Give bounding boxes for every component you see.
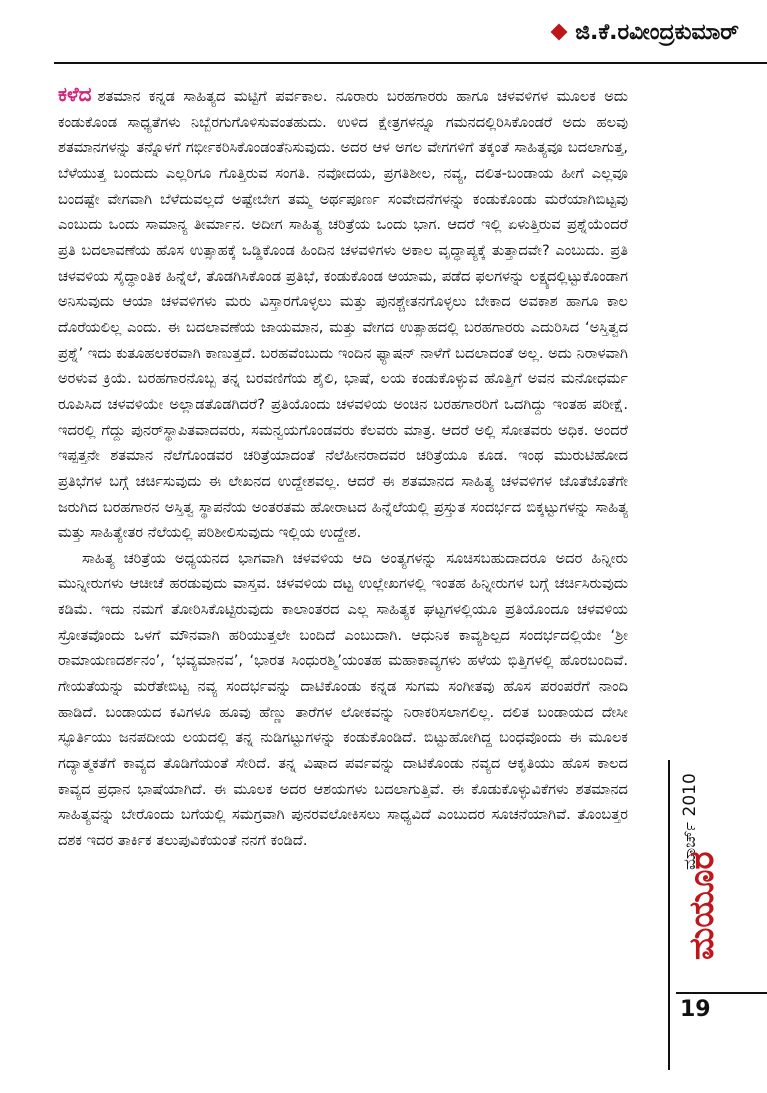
page-number-rule <box>676 992 767 994</box>
author-name: ಜಿ.ಕೆ.ರವೀಂದ್ರಕುಮಾರ್ <box>575 19 739 45</box>
article-paragraph-1 <box>58 82 628 546</box>
header-rule <box>54 62 767 64</box>
paragraph-1-text: ಶತಮಾನ ಕನ್ನಡ ಸಾಹಿತ್ಯದ ಮಟ್ಟಿಗೆ ಪರ್ವಕಾಲ. ನೂರಾರು ಬರಹಗಾರರು ಹಾಗೂ ಚಳವಳಿಗಳ ಮೂಲಕ ಅದು ಕಂಡುಕೊಂಡ ಸಾಧ್ಯತೆಗಳು ನಿಬ್ಬೆರಗುಗೊಳಿಸುವಂತಹುದು. ಉಳಿದ ಕ್ಷೇತ್ರಗಳನ್ನೂ ಗಮನದಲ್ಲಿರಿಸಿಕೊಂಡರೆ ಅದು ಹಲವು ಶತಮಾನಗಳನ್ನು ತನ್ನೊಳಗೆ ಗರ್ಭೀಕರಿಸಿಕೊಂಡಂತೆನಿಸುವುದು. ಅದರ ಆಳ ಅಗಲ ವೇಗಗಳಿಗೆ ತಕ್ಕಂತೆ ಸಾಹಿತ್ಯವೂ ಬದಲಾಗುತ್ತ, ಬೆಳೆಯುತ್ತ ಬಂದುದು ಎಲ್ಲರಿಗೂ ಗೊತ್ತಿರುವ ಸಂಗತಿ. ನವೋದಯ, ಪ್ರಗತಿಶೀಲ, ನವ್ಯ, ದಲಿತ-ಬಂಡಾಯ ಹೀಗೆ ಎಲ್ಲವೂ ಬಂದಷ್ಟೇ ವೇಗವಾಗಿ ಬೆಳೆದುವಲ್ಲದೆ ಅಷ್ಟೇಬೇಗ ತಮ್ಮ ಅರ್ಥಪೂರ್ಣ ಸಂವೇದನೆಗಳನ್ನು ಕಂಡುಕೊಂಡು ಮರೆಯಾಗಿಬಿಟ್ಟವು ಎಂಬುದು ಒಂದು ಸಾಮಾನ್ಯ ತೀರ್ಮಾನ. ಅದೀಗ ಸಾಹಿತ್ಯ ಚರಿತ್ರೆಯ ಒಂದು ಭಾಗ. ಆದರೆ ಇಲ್ಲಿ ಏಳುತ್ತಿರುವ ಪ್ರಶ್ನೆಯೆಂದರೆ ಪ್ರತಿ ಬದಲಾವಣೆಯ ಹೊಸ ಉತ್ಸಾಹಕ್ಕೆ ಒಡ್ಡಿಕೊಂಡ ಹಿಂದಿನ ಚಳವಳಿಗಳು ಅಕಾಲ ವೃದ್ಧಾಪ್ಯಕ್ಕೆ ತುತ್ತಾದವೇ? ಎಂಬುದು. ಪ್ರತಿ ಚಳವಳಿಯ ಸೈದ್ಧಾಂತಿಕ ಹಿನ್ನೆಲೆ, ತೊಡಗಿಸಿಕೊಂಡ ಪ್ರತಿಭೆ, ಕಂಡುಕೊಂಡ ಆಯಾಮ, ಪಡೆದ ಫಲಗಳನ್ನು ಲಕ್ಷ್ಯದಲ್ಲಿಟ್ಟುಕೊಂಡಾಗ ಅನಿಸುವುದು ಆಯಾ ಚಳವಳಿಗಳು ಮರು ವಿಸ್ತಾರಗೊಳ್ಳಲು ಮತ್ತು ಪುನಶ್ಚೇತನಗೊಳ್ಳಲು ಬೇಕಾದ ಅವಕಾಶ ಹಾಗೂ ಕಾಲ ದೊರೆಯಲಿಲ್ಲ ಎಂದು. ಈ ಬದಲಾವಣೆಯ ಜಾಯಮಾನ, ಮತ್ತು ವೇಗದ ಉತ್ಸಾಹದಲ್ಲಿ ಬರಹಗಾರರು ಎದುರಿಸಿದ ‘ಅಸ್ತಿತ್ವದ ಪ್ರಶ್ನೆ’ ಇದು ಕುತೂಹಲಕರವಾಗಿ ಕಾಣುತ್ತದೆ. ಬರಹವೆಂಬುದು ಇಂದಿನ ಫ್ಯಾಷನ್ ನಾಳೆಗೆ ಬದಲಾದಂತೆ ಅಲ್ಲ. ಅದು ನಿರಾಳವಾಗಿ ಅರಳುವ ಕ್ರಿಯೆ. ಬರಹಗಾರನೊಬ್ಬ ತನ್ನ ಬರವಣಿಗೆಯ ಶೈಲಿ, ಭಾಷೆ, ಲಯ ಕಂಡುಕೊಳ್ಳುವ ಹೊತ್ತಿಗೆ ಅವನ ಮನೋಧರ್ಮ ರೂಪಿಸಿದ ಚಳವಳಿಯೇ ಅಲ್ಲಾಡತೊಡಗಿದರೆ? ಪ್ರತಿಯೊಂದು ಚಳವಳಿಯ ಅಂಚಿನ ಬರಹಗಾರರಿಗೆ ಒದಗಿದ್ದು ಇಂತಹ ಪರೀಕ್ಷೆ. ಇದರಲ್ಲಿ ಗೆದ್ದು ಪುನರ್‌ಸ್ಥಾಪಿತವಾದವರು, ಸಮನ್ವಯಗೊಂಡವರು ಕೆಲವರು ಮಾತ್ರ. ಆದರೆ ಅಲ್ಲಿ ಸೋತವರು ಅಧಿಕ. ಅಂದರೆ ಇಪ್ಪತ್ತನೇ ಶತಮಾನ ನೆಲೆಗೊಂಡವರ ಚರಿತ್ರೆಯಾದಂತೆ ನೆಲೆಹೀನರಾದವರ ಚರಿತ್ರೆಯೂ ಕೂಡ. ಇಂಥ ಮುರುಟಿಹೋದ ಪ್ರತಿಭೆಗಳ ಬಗ್ಗೆ ಚರ್ಚಿಸುವುದು ಈ ಲೇಖನದ ಉದ್ದೇಶವಲ್ಲ. ಆದರೆ ಈ ಶತಮಾನದ ಸಾಹಿತ್ಯ ಚಳವಳಿಗಳ ಜೊತೆಜೊತೆಗೇ ಜರುಗಿದ ಬರಹಗಾರನ ಅಸ್ತಿತ್ವ ಸ್ಥಾಪನೆಯ ಅಂತರತಮ ಹೋರಾಟದ ಹಿನ್ನೆಲೆಯಲ್ಲಿ ಪ್ರಸ್ತುತ ಸಂದರ್ಭದ ಬಿಕ್ಕಟ್ಟುಗಳನ್ನು ಸಾಹಿತ್ಯ ಮತ್ತು ಸಾಹಿತ್ಯೇತರ ನೆಲೆಯಲ್ಲಿ ಪರಿಶೀಲಿಸುವುದು ಇಲ್ಲಿಯ ಉದ್ದೇಶ. <box>58 88 628 542</box>
paragraph-2-text: ಸಾಹಿತ್ಯ ಚರಿತ್ರೆಯ ಅಧ್ಯಯನದ ಭಾಗವಾಗಿ ಚಳವಳಿಯ ಆದಿ ಅಂತ್ಯಗಳನ್ನು ಸೂಚಿಸಬಹುದಾದರೂ ಅದರ ಹಿನ್ನೀರು ಮುನ್ನೀರುಗಳು ಆಚೀಚೆ ಹರಡುವುದು ವಾಸ್ತವ. ಚಳವಳಿಯ ದಟ್ಟ ಉಲ್ಲೇಖಗಳಲ್ಲಿ ಇಂತಹ ಹಿನ್ನೀರುಗಳ ಬಗ್ಗೆ ಚರ್ಚಿಸಿರುವುದು ಕಡಿಮೆ. ಇದು ನಮಗೆ ತೋರಿಸಿಕೊಟ್ಟಿರುವುದು ಕಾಲಾಂತರದ ಎಲ್ಲ ಸಾಹಿತ್ಯಕ ಘಟ್ಟಗಳಲ್ಲಿಯೂ ಪ್ರತಿಯೊಂದೂ ಚಳವಳಿಯ ಸ್ರೋತವೊಂದು ಒಳಗೆ ಮೌನವಾಗಿ ಹರಿಯುತ್ತಲೇ ಬಂದಿದೆ ಎಂಬುದಾಗಿ. ಆಧುನಿಕ ಕಾವ್ಯಶಿಲ್ಪದ ಸಂದರ್ಭದಲ್ಲಿಯೇ ‘ಶ್ರೀ ರಾಮಾಯಣದರ್ಶನಂ’, ‘ಭವ್ಯಮಾನವ’, ‘ಭಾರತ ಸಿಂಧುರಶ್ಮಿ’ಯಂತಹ ಮಹಾಕಾವ್ಯಗಳು ಹಳೆಯ ಭಿತ್ತಿಗಳಲ್ಲಿ ಹೊರಬಂದಿವೆ. ಗೇಯತೆಯನ್ನು ಮರೆತೇಬಿಟ್ಟ ನವ್ಯ ಸಂದರ್ಭವನ್ನು ದಾಟಿಕೊಂಡು ಕನ್ನಡ ಸುಗಮ ಸಂಗೀತವು ಹೊಸ ಪರಂಪರೆಗೆ ನಾಂದಿ ಹಾಡಿದೆ. ಬಂಡಾಯದ ಕವಿಗಳೂ ಹೂವು ಹೆಣ್ಣು ತಾರೆಗಳ ಲೋಕವನ್ನು ನಿರಾಕರಿಸಲಾಗಲಿಲ್ಲ. ದಲಿತ ಬಂಡಾಯದ ದೇಸೀ ಸ್ಫೂರ್ತಿಯು ಜನಪದೀಯ ಲಯದಲ್ಲಿ ತನ್ನ ನುಡಿಗಟ್ಟುಗಳನ್ನು ಕಂಡುಕೊಂಡಿದೆ. ಬಿಟ್ಟುಹೋಗಿದ್ದ ಬಂಧವೊಂದು ಈ ಮೂಲಕ ಗದ್ಯಾತ್ಮಕತೆಗೆ ಕಾವ್ಯದ ತೊಡಿಗೆಯಂತೆ ಸೇರಿದೆ. ತನ್ನ ವಿಷಾದ ಪರ್ವವನ್ನು ದಾಟಿಕೊಂಡು ನವ್ಯದ ಆಕೃತಿಯು ಹೊಸ ಕಾಲದ ಕಾವ್ಯದ ಪ್ರಧಾನ ಭಾಷೆಯಾಗಿದೆ. ಈ ಮೂಲಕ ಅದರ ಆಶಯಗಳು ಬದಲಾಗುತ್ತಿವೆ. ಈ ಕೊಡುಕೊಳ್ಳುವಿಕೆಗಳು ಶತಮಾನದ ಸಾಹಿತ್ಯವನ್ನು ಬೇರೊಂದು ಬಗೆಯಲ್ಲಿ ಸಮಗ್ರವಾಗಿ ಪುನರವಲೋಕಿಸಲು ಸಾಧ್ಯವಿದೆ ಎಂಬುದರ ಸೂಚನೆಯಾಗಿವೆ. ತೊಂಬತ್ತರ ದಶಕ ಇದರ ತಾರ್ಕಿಕ ತಲುಪುವಿಕೆಯಂತೆ ನನಗೆ ಕಂಡಿದೆ. <box>58 549 628 850</box>
lead-word: ಕಳೆದ <box>58 82 92 106</box>
magazine-logo: ಮಯೂರ <box>682 851 722 960</box>
article-paragraph-2 <box>58 546 628 854</box>
issue-date: ಮಾರ್ಚ್ 2010 <box>680 773 700 870</box>
author-header <box>553 12 739 52</box>
page-number: 19 <box>680 997 711 1022</box>
sidebar-divider <box>668 760 670 1070</box>
diamond-bullet-icon <box>551 24 568 41</box>
article-body <box>58 82 628 854</box>
